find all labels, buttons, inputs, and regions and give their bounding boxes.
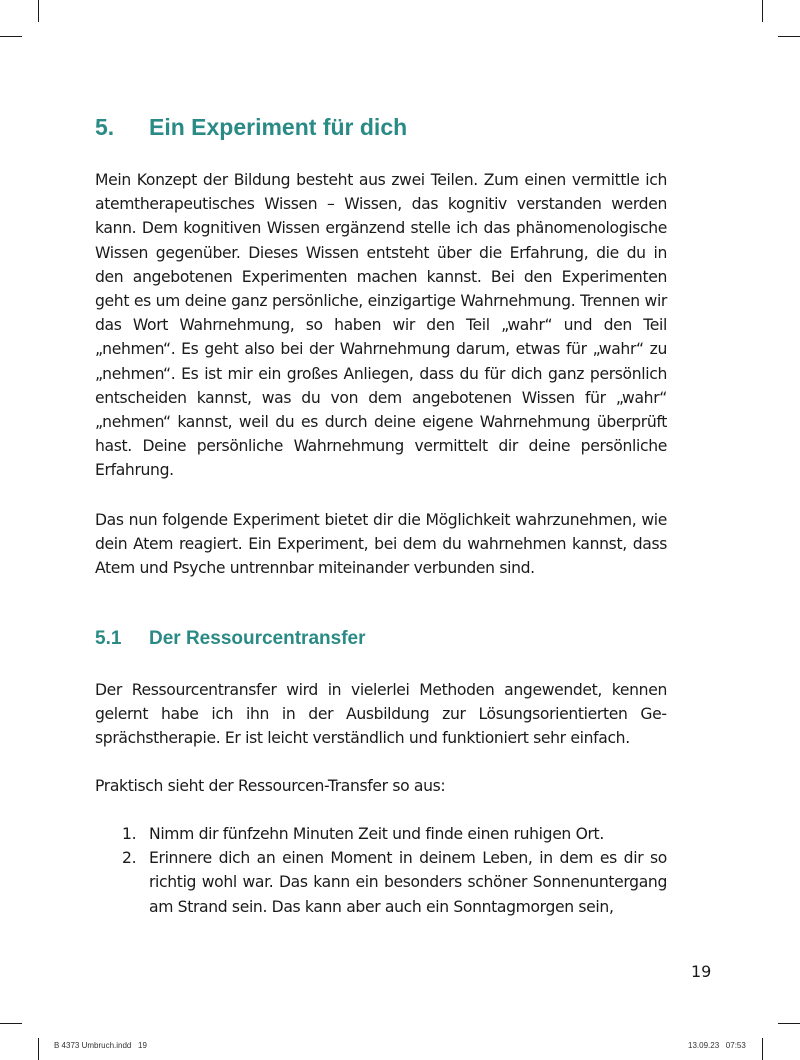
- list-item-text: Erinnere dich an einen Moment in deinem Leben, in dem es dir so richtig wohl war. Das kann ein besonders schöner Sonnenuntergang am Strand sein. Das kann aber auch ein Sonntagmorgen sein,: [149, 849, 667, 916]
- crop-mark: [0, 36, 22, 37]
- list-item-number: 2.: [122, 849, 137, 868]
- chapter-title: Ein Experiment für dich: [149, 114, 408, 140]
- section-title: Der Ressourcentransfer: [149, 628, 366, 649]
- section-number: 5.1: [95, 628, 122, 649]
- slug-date: 13.09.23 07:53: [688, 1041, 746, 1050]
- crop-mark: [762, 1038, 763, 1060]
- body-paragraph: Praktisch sieht der Ressourcen-Transfer so aus:: [95, 777, 446, 795]
- chapter-heading: [95, 114, 407, 141]
- list-item: [95, 822, 667, 846]
- crop-mark: [762, 0, 763, 22]
- section-heading: [95, 628, 365, 650]
- body-paragraph: Der Ressourcentransfer wird in vielerlei Methoden angewendet, kennen gelernt habe ich ihn in der Ausbildung zur Lösungsorientierten Gesprächstherapie. Er ist leicht verständlich und funktioniert sehr einfach.: [95, 681, 667, 748]
- crop-mark: [778, 36, 800, 37]
- slug-file: B 4373 Umbruch.indd 19: [54, 1041, 147, 1050]
- crop-mark: [38, 0, 39, 22]
- body-paragraph: Das nun folgende Experiment bietet dir die Möglichkeit wahrzunehmen, wie dein Atem reagiert. Ein Experiment, bei dem du wahrnehmen kannst, dass Atem und Psyche untrennbar miteinander verbunden sind.: [95, 511, 667, 578]
- body-paragraph: Mein Konzept der Bildung besteht aus zwei Teilen. Zum einen vermittle ich atemtherapeutisches Wissen – Wissen, das kognitiv verstanden werden kann. Dem kognitiven Wissen ergänzend stelle ich das phänomenologische Wissen gegenüber. Dieses Wissen entsteht über die Erfahrung, die du in den angebotenen Experimenten machen kannst. Bei den Experimenten geht es um deine ganz persönliche, einzigartige Wahrnehmung. Trennen wir das Wort Wahrnehmung, so haben wir den Teil „wahr“ und den Teil „nehmen“. Es geht also bei der Wahrnehmung darum, etwas für „wahr“ zu „nehmen“. Es ist mir ein großes Anliegen, dass du für dich ganz persönlich entscheiden kannst, was du von dem angebotenen Wissen für „wahr“ „nehmen“ kannst, weil du es durch deine eigene Wahrnehmung überprüft hast. Deine persönliche Wahrnehmung vermittelt dir deine persönliche Erfahrung.: [95, 171, 667, 480]
- crop-mark: [38, 1038, 39, 1060]
- list-item: [95, 846, 667, 919]
- list-item-text: Nimm dir fünfzehn Minuten Zeit und finde einen ruhigen Ort.: [149, 825, 604, 843]
- crop-mark: [778, 1023, 800, 1024]
- crop-mark: [0, 1023, 22, 1024]
- list-item-number: 1.: [122, 825, 137, 843]
- page-number: 19: [691, 962, 712, 981]
- numbered-list: [95, 822, 667, 919]
- chapter-number: 5.: [95, 114, 115, 140]
